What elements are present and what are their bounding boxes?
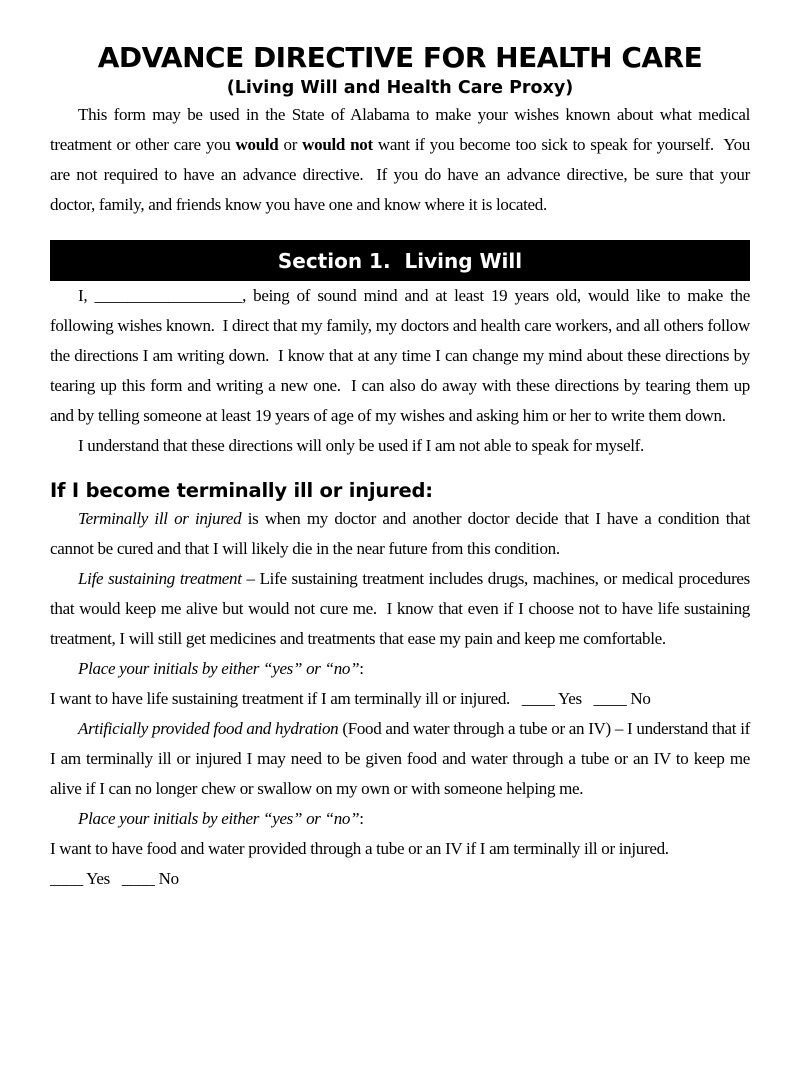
understand-paragraph bbox=[50, 431, 750, 461]
text-run: : bbox=[359, 809, 364, 828]
food-water-answer-line bbox=[50, 864, 750, 894]
text-run: I want to have food and water provided through a tube or an IV if I am terminally ill or injured. bbox=[50, 839, 669, 858]
section-1-header-bar bbox=[50, 240, 750, 281]
text-run: would not bbox=[302, 135, 373, 154]
text-run: No bbox=[626, 689, 651, 708]
terminally-ill-definition bbox=[50, 504, 750, 564]
text-run: This form may be used in the State of Alabama to make your wishes known about what medical treatment or other care you bbox=[50, 105, 750, 154]
text-run: Place your initials by either “yes” or “no” bbox=[78, 659, 360, 678]
text-run: or bbox=[278, 135, 303, 154]
text-run: Life sustaining treatment bbox=[78, 569, 242, 588]
food-water-yes-blank[interactable]: ____ bbox=[50, 869, 83, 888]
text-run: I understand that these directions will only be used if I am not able to speak for myself. bbox=[78, 436, 644, 455]
terminal-condition-heading: If I become terminally ill or injured: bbox=[50, 479, 433, 502]
document-title: ADVANCE DIRECTIVE FOR HEALTH CARE bbox=[97, 41, 703, 74]
life-sustaining-no-blank[interactable]: ____ bbox=[593, 689, 627, 708]
life-sustaining-question-line bbox=[50, 684, 750, 714]
life-sustaining-yes-blank[interactable]: ____ bbox=[521, 689, 555, 708]
food-hydration-definition bbox=[50, 714, 750, 804]
text-run: : bbox=[359, 659, 364, 678]
text-run: (Food and water through a tube or an IV) – I understand that if I am terminally ill or injured I may need to be given food and water through a tube or an IV to keep me alive if I can no longer chew or swallow on my own or with someone helping me. bbox=[50, 719, 750, 798]
text-run: , being of sound mind and at least 19 years old, would like to make the following wishes known. I direct that my family, my doctors and health care workers, and all others follow the directions I am writing down. I know that at any time I can change my mind about these directions by tearing up this form and writing a new one. I can also do away with these directions by tearing them up and by telling someone at least 19 years of age of my wishes and asking him or her to write them down. bbox=[50, 286, 750, 425]
text-run: is when my doctor and another doctor decide that I have a condition that cannot be cured and that I will likely die in the near future from this condition. bbox=[50, 509, 750, 558]
text-run: Terminally ill or injured bbox=[78, 509, 242, 528]
text-run: Artificially provided food and hydration bbox=[78, 719, 339, 738]
initials-instruction-1 bbox=[50, 654, 750, 684]
opening-declaration-paragraph bbox=[50, 281, 750, 431]
initials-instruction-2 bbox=[50, 804, 750, 834]
life-sustaining-definition bbox=[50, 564, 750, 654]
text-run: Place your initials by either “yes” or “no” bbox=[78, 809, 360, 828]
section-1-header-label: Section 1. Living Will bbox=[277, 248, 523, 273]
food-water-no-blank[interactable]: ____ bbox=[121, 869, 155, 888]
text-run: Yes bbox=[82, 869, 122, 888]
text-run: I want to have life sustaining treatment if I am terminally ill or injured. bbox=[50, 689, 522, 708]
text-run: No bbox=[154, 869, 179, 888]
intro-paragraph bbox=[50, 100, 750, 220]
text-run: want if you become too sick to speak for yourself. You are not required to have an advance directive. If you do have an advance directive, be sure that your doctor, family, and friends know you have one and know where it is located. bbox=[50, 135, 750, 214]
document-subtitle: (Living Will and Health Care Proxy) bbox=[226, 78, 574, 98]
text-run: I, bbox=[78, 286, 95, 305]
text-run: would bbox=[235, 135, 279, 154]
text-run: Yes bbox=[554, 689, 594, 708]
text-run: – Life sustaining treatment includes drugs, machines, or medical procedures that would keep me alive but would not cure me. I know that even if I choose not to have life sustaining treatment, I will still get medicines and treatments that ease my pain and keep me comfortable. bbox=[50, 569, 750, 648]
food-water-question-line bbox=[50, 834, 750, 864]
declarant-name-blank[interactable]: __________________ bbox=[94, 286, 243, 305]
